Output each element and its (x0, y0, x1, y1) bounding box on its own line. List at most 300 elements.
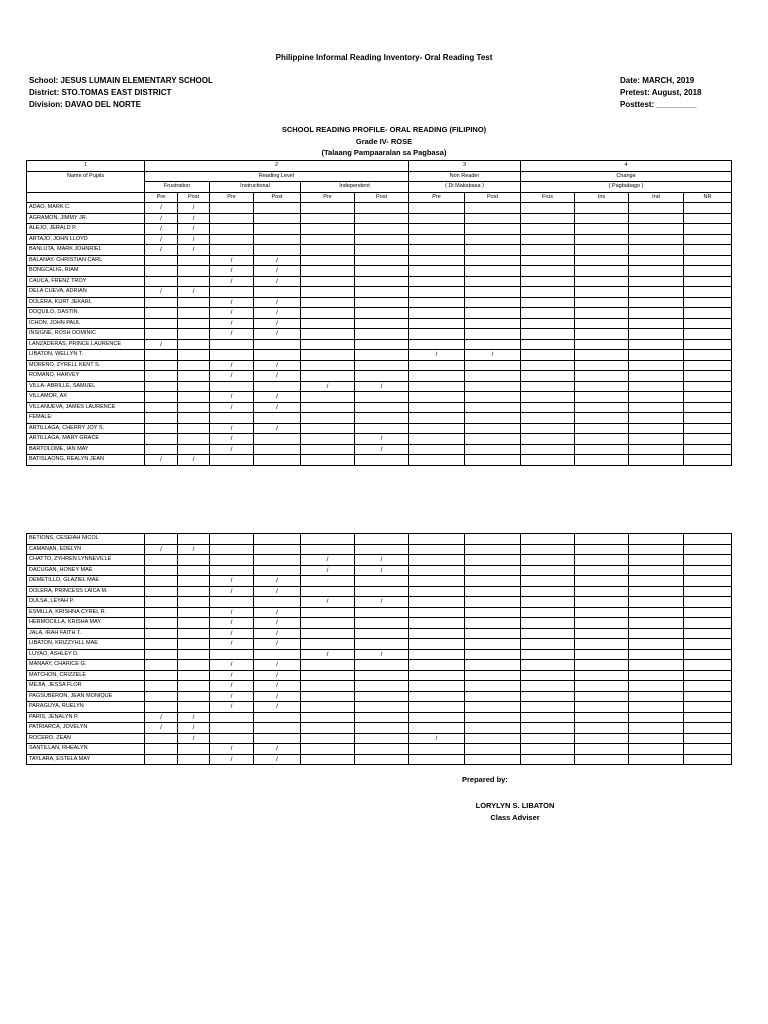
mark-cell (465, 213, 521, 224)
mark-cell (409, 318, 465, 329)
mark-cell (355, 234, 409, 245)
profile-title-line1: SCHOOL READING PROFILE- ORAL READING (FILIPINO) (281, 125, 487, 134)
mark-cell (684, 639, 732, 650)
table-row (27, 329, 732, 340)
profile-title-line3: (Talaang Pampaaralan sa Pagbasa) (321, 148, 447, 157)
mark-cell (355, 266, 409, 277)
mark-cell (301, 308, 355, 319)
mark-cell (684, 444, 732, 455)
mark-cell (629, 402, 684, 413)
pre-header: Pre (145, 192, 178, 203)
mark-cell: / (210, 297, 254, 308)
mark-cell (575, 423, 629, 434)
mark-cell (210, 733, 254, 744)
mark-cell (684, 434, 732, 445)
mark-cell (178, 628, 210, 639)
mark-cell (409, 245, 465, 256)
pre-header: Pre (210, 192, 254, 203)
mark-cell (355, 371, 409, 382)
mark-cell (178, 423, 210, 434)
mark-cell: / (210, 266, 254, 277)
mark-cell: / (145, 234, 178, 245)
mark-cell (301, 681, 355, 692)
pupil-name: ALEJO, JERALD P. (27, 224, 145, 235)
mark-cell (575, 234, 629, 245)
pupil-name: DELA CUEVA, ADRIAN (27, 287, 145, 298)
mark-cell (409, 754, 465, 765)
mark-cell (178, 318, 210, 329)
mark-cell (254, 381, 301, 392)
mark-cell: / (145, 723, 178, 734)
mark-cell (575, 555, 629, 566)
mark-cell: / (254, 681, 301, 692)
mark-cell (254, 723, 301, 734)
mark-cell (629, 565, 684, 576)
mark-cell (145, 597, 178, 608)
mark-cell (629, 607, 684, 618)
mark-cell (355, 413, 409, 424)
mark-cell (301, 691, 355, 702)
mark-cell (684, 691, 732, 702)
table-row (27, 681, 732, 692)
mark-cell (210, 203, 254, 214)
mark-cell (145, 576, 178, 587)
mark-cell: / (465, 350, 521, 361)
mark-cell (178, 402, 210, 413)
mark-cell: / (145, 213, 178, 224)
mark-cell (409, 712, 465, 723)
mark-cell (684, 266, 732, 277)
mark-cell (409, 381, 465, 392)
mark-cell (210, 455, 254, 466)
mark-cell (575, 318, 629, 329)
table-row (27, 733, 732, 744)
mark-cell (521, 213, 575, 224)
mark-cell (409, 224, 465, 235)
mark-cell (301, 733, 355, 744)
mark-cell (409, 639, 465, 650)
pupil-name: CAMANAN, EDELYN (27, 544, 145, 555)
mark-cell (465, 203, 521, 214)
mark-cell: / (178, 213, 210, 224)
mark-cell (521, 744, 575, 755)
mark-cell (210, 534, 254, 545)
mark-cell (254, 597, 301, 608)
mark-cell (145, 565, 178, 576)
table-row (27, 203, 732, 214)
table-row (27, 434, 732, 445)
mark-cell (178, 329, 210, 340)
mark-cell (629, 371, 684, 382)
mark-cell (145, 733, 178, 744)
mark-cell (409, 423, 465, 434)
mark-cell (684, 234, 732, 245)
mark-cell (575, 402, 629, 413)
mark-cell: / (145, 712, 178, 723)
mark-cell: / (254, 744, 301, 755)
mark-cell: / (254, 639, 301, 650)
mark-cell (409, 597, 465, 608)
mark-cell: / (254, 754, 301, 765)
pupil-name: DACUGAN, HONEY MAE (27, 565, 145, 576)
pupil-name: BATISLAONG, REALYN JEAN (27, 455, 145, 466)
mark-cell (145, 744, 178, 755)
mark-cell (575, 255, 629, 266)
mark-cell (145, 381, 178, 392)
mark-cell: / (210, 255, 254, 266)
mark-cell (210, 224, 254, 235)
mark-cell (575, 308, 629, 319)
mark-cell (254, 234, 301, 245)
mark-cell (178, 255, 210, 266)
mark-cell (301, 234, 355, 245)
mark-cell (465, 744, 521, 755)
mark-cell (684, 754, 732, 765)
mark-cell: / (254, 670, 301, 681)
mark-cell (465, 245, 521, 256)
pupil-name: MANAAY, CHARICE G. (27, 660, 145, 671)
mark-cell (409, 255, 465, 266)
adviser-name: LORYLYN S. LIBATON (475, 801, 555, 810)
mark-cell (629, 266, 684, 277)
mark-cell: / (210, 681, 254, 692)
mark-cell: / (145, 245, 178, 256)
table-row (27, 350, 732, 361)
mark-cell (629, 329, 684, 340)
table-row (27, 413, 732, 424)
mark-cell (465, 392, 521, 403)
mark-cell: / (409, 733, 465, 744)
pupil-name: JALA, IRAH FAITH T. (27, 628, 145, 639)
mark-cell: / (210, 444, 254, 455)
mark-cell (210, 213, 254, 224)
mark-cell (145, 371, 178, 382)
mark-cell (145, 555, 178, 566)
mark-cell (301, 544, 355, 555)
table-row (27, 723, 732, 734)
mark-cell (521, 339, 575, 350)
independent-header: Independent (301, 182, 409, 193)
mark-cell (521, 444, 575, 455)
mark-cell: / (178, 455, 210, 466)
mark-cell: / (210, 423, 254, 434)
mark-cell (521, 628, 575, 639)
mark-cell (465, 308, 521, 319)
table-row (27, 565, 732, 576)
mark-cell (409, 234, 465, 245)
mark-cell (575, 723, 629, 734)
mark-cell (210, 723, 254, 734)
mark-cell (409, 660, 465, 671)
mark-cell (145, 628, 178, 639)
mark-cell (575, 670, 629, 681)
reading-level-header: Reading Level (145, 171, 409, 182)
change-header: Change (521, 171, 732, 182)
mark-cell (409, 444, 465, 455)
mark-cell (355, 213, 409, 224)
mark-cell (301, 607, 355, 618)
empty-header-cell (27, 192, 145, 203)
mark-cell (355, 350, 409, 361)
mark-cell (301, 744, 355, 755)
mark-cell (521, 308, 575, 319)
pupil-name: MORENO, ZYRELL KENT S. (27, 360, 145, 371)
mark-cell (210, 413, 254, 424)
mark-cell (145, 318, 178, 329)
mark-cell (521, 402, 575, 413)
mark-cell (465, 329, 521, 340)
mark-cell (355, 660, 409, 671)
mark-cell (575, 287, 629, 298)
mark-cell (355, 455, 409, 466)
mark-cell (465, 224, 521, 235)
mark-cell (178, 381, 210, 392)
mark-cell (629, 723, 684, 734)
mark-cell (629, 754, 684, 765)
mark-cell: / (254, 297, 301, 308)
pupil-name: DOLERA, KURT JEKARL (27, 297, 145, 308)
pupil-name: BETIONS, CESEIAH NICOL (27, 534, 145, 545)
mark-cell (355, 607, 409, 618)
mark-cell (178, 565, 210, 576)
mark-cell (575, 339, 629, 350)
ins-header: Ins (575, 192, 629, 203)
mark-cell (465, 297, 521, 308)
mark-cell: / (210, 392, 254, 403)
mark-cell (178, 597, 210, 608)
mark-cell (465, 733, 521, 744)
mark-cell (409, 534, 465, 545)
mark-cell: / (178, 287, 210, 298)
mark-cell (178, 308, 210, 319)
profile-title (0, 124, 768, 159)
mark-cell (355, 339, 409, 350)
mark-cell: / (355, 555, 409, 566)
table-row (27, 360, 732, 371)
mark-cell (178, 649, 210, 660)
mark-cell (355, 586, 409, 597)
mark-cell: / (210, 329, 254, 340)
pupil-name: BONGCALIG, RIAM (27, 266, 145, 277)
mark-cell (178, 754, 210, 765)
mark-cell (210, 339, 254, 350)
mark-cell (178, 413, 210, 424)
table-row (27, 444, 732, 455)
mark-cell (301, 297, 355, 308)
mark-cell (629, 255, 684, 266)
mark-cell: / (254, 255, 301, 266)
mark-cell (178, 744, 210, 755)
mark-cell (684, 203, 732, 214)
table-row (27, 670, 732, 681)
table-row (27, 544, 732, 555)
mark-cell (575, 639, 629, 650)
mark-cell (355, 224, 409, 235)
mark-cell (254, 565, 301, 576)
mark-cell (254, 287, 301, 298)
mark-cell (465, 266, 521, 277)
mark-cell (575, 712, 629, 723)
mark-cell (684, 402, 732, 413)
mark-cell (465, 371, 521, 382)
mark-cell: / (254, 576, 301, 587)
pupil-name: LANZADERAS, PRINCE LAURENCE (27, 339, 145, 350)
mark-cell (145, 681, 178, 692)
mark-cell (629, 444, 684, 455)
post-header: Post (465, 192, 521, 203)
mark-cell (145, 350, 178, 361)
mark-cell (684, 681, 732, 692)
mark-cell (629, 381, 684, 392)
table-row (27, 639, 732, 650)
mark-cell (145, 444, 178, 455)
mark-cell (301, 287, 355, 298)
table-row (27, 534, 732, 545)
table-row (27, 234, 732, 245)
mark-cell (465, 255, 521, 266)
mark-cell (409, 297, 465, 308)
mark-cell (521, 255, 575, 266)
mark-cell (355, 576, 409, 587)
mark-cell (465, 287, 521, 298)
mark-cell (575, 381, 629, 392)
mark-cell (210, 544, 254, 555)
mark-cell (684, 245, 732, 256)
mark-cell (684, 618, 732, 629)
mark-cell (178, 534, 210, 545)
mark-cell: / (145, 224, 178, 235)
mark-cell (145, 255, 178, 266)
col-number-3: 3 (409, 161, 521, 172)
mark-cell (145, 660, 178, 671)
pupil-name: LIBATON, WELLYN T. (27, 350, 145, 361)
mark-cell (178, 350, 210, 361)
mark-cell (355, 287, 409, 298)
mark-cell (521, 555, 575, 566)
pupil-name: VILLAMOR, AX (27, 392, 145, 403)
pupil-name: TAYLARA, ESTELA MAY (27, 754, 145, 765)
nr-header: NR (684, 192, 732, 203)
mark-cell: / (301, 597, 355, 608)
mark-cell (684, 339, 732, 350)
post-header: Post (178, 192, 210, 203)
mark-cell (521, 381, 575, 392)
mark-cell: / (254, 691, 301, 702)
mark-cell (629, 203, 684, 214)
mark-cell (178, 586, 210, 597)
mark-cell (575, 350, 629, 361)
mark-cell (210, 287, 254, 298)
pupil-name: ESMILLA, KRISHNA CYREL R. (27, 607, 145, 618)
table-row (27, 308, 732, 319)
pupil-rows-page2 (27, 534, 732, 765)
mark-cell (629, 455, 684, 466)
mark-cell (521, 276, 575, 287)
mark-cell (575, 691, 629, 702)
mark-cell (684, 360, 732, 371)
mark-cell (521, 670, 575, 681)
mark-cell (301, 618, 355, 629)
pupil-name: ARTAJO, JOHN LLOYD (27, 234, 145, 245)
mark-cell (684, 213, 732, 224)
table-row (27, 576, 732, 587)
mark-cell (355, 245, 409, 256)
mark-cell (465, 639, 521, 650)
mark-cell (575, 586, 629, 597)
mark-cell (575, 444, 629, 455)
mark-cell (465, 681, 521, 692)
mark-cell (254, 455, 301, 466)
table-row (27, 754, 732, 765)
mark-cell (684, 576, 732, 587)
mark-cell (409, 618, 465, 629)
mark-cell (409, 266, 465, 277)
mark-cell (575, 413, 629, 424)
mark-cell (575, 754, 629, 765)
pupil-name: ICHON, JOHN PAUL (27, 318, 145, 329)
mark-cell (145, 534, 178, 545)
mark-cell (575, 597, 629, 608)
mark-cell: / (210, 691, 254, 702)
mark-cell (629, 660, 684, 671)
mark-cell (409, 455, 465, 466)
mark-cell (521, 534, 575, 545)
table-row (27, 702, 732, 713)
mark-cell (684, 723, 732, 734)
mark-cell (629, 576, 684, 587)
mark-cell (465, 660, 521, 671)
mark-cell (355, 712, 409, 723)
mark-cell (629, 744, 684, 755)
mark-cell (210, 555, 254, 566)
mark-cell (521, 423, 575, 434)
mark-cell (465, 544, 521, 555)
mark-cell (145, 392, 178, 403)
mark-cell (465, 381, 521, 392)
table-row (27, 213, 732, 224)
mark-cell (684, 318, 732, 329)
table-header (27, 161, 732, 203)
mark-cell: / (145, 544, 178, 555)
mark-cell (178, 297, 210, 308)
mark-cell (629, 628, 684, 639)
mark-cell (575, 392, 629, 403)
mark-cell (684, 744, 732, 755)
mark-cell: / (254, 628, 301, 639)
mark-cell (409, 308, 465, 319)
pre-header: Pre (409, 192, 465, 203)
mark-cell (178, 266, 210, 277)
mark-cell (684, 381, 732, 392)
mark-cell (409, 670, 465, 681)
mark-cell (575, 213, 629, 224)
mark-cell (521, 597, 575, 608)
mark-cell: / (210, 434, 254, 445)
pupil-name: BARTOLOME, IAN MAY (27, 444, 145, 455)
pupil-name: ARTILLAGA, MARY GRACE (27, 434, 145, 445)
mark-cell (521, 691, 575, 702)
mark-cell (521, 371, 575, 382)
mark-cell (178, 339, 210, 350)
mark-cell (629, 245, 684, 256)
table-row (27, 287, 732, 298)
mark-cell (178, 434, 210, 445)
mark-cell (145, 297, 178, 308)
mark-cell (465, 444, 521, 455)
mark-cell (465, 702, 521, 713)
mark-cell: / (210, 371, 254, 382)
district-line: District: STO.TOMAS EAST DISTRICT (29, 88, 172, 97)
